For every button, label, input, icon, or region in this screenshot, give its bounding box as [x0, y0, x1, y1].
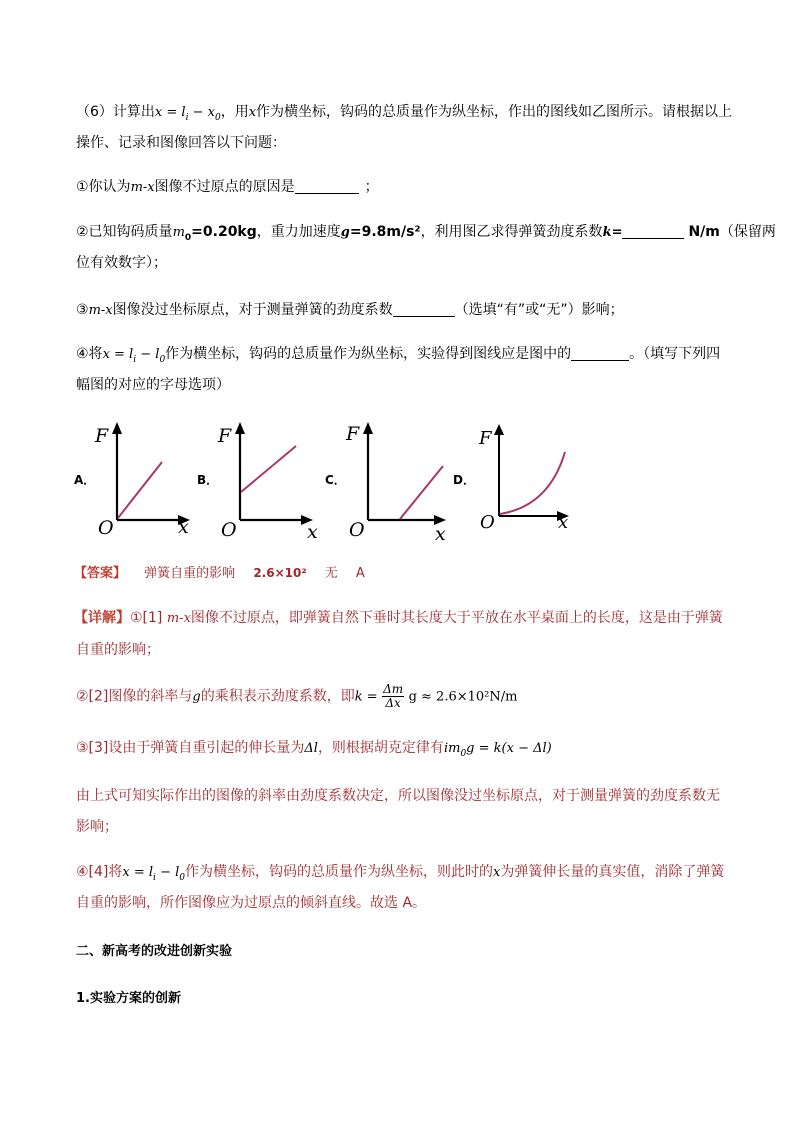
explain-p5-formula2: − l — [155, 865, 180, 880]
explain-p5-text2: 作为横坐标，钩码的总质量作为纵坐标，则此时的 — [185, 864, 493, 880]
explain-p2-text: ②[2]图像的斜率与 — [76, 688, 193, 705]
graph-d-x: x — [558, 512, 569, 533]
q6-line2: 操作、记录和图像回答以下问题： — [76, 135, 286, 151]
item4-blank[interactable] — [571, 346, 629, 361]
answer-3: 无 — [324, 566, 338, 581]
item2-k: k= — [602, 225, 623, 240]
item3-blank[interactable] — [393, 302, 455, 317]
explain-p1-line2: 自重的影响； — [76, 642, 160, 658]
option-d-label[interactable]: D． — [453, 473, 475, 487]
explain-p2-result: g ≈ 2.6×10²N/m — [408, 689, 518, 705]
option-c-label[interactable]: C． — [325, 473, 346, 487]
option-b-label[interactable]: B． — [197, 473, 219, 487]
explain-p5-sub2: 0 — [179, 872, 185, 883]
explain-p5-sub: i — [153, 872, 156, 883]
item-1 — [76, 177, 379, 198]
explain-p2-g: g — [192, 689, 201, 705]
explain-p2 — [76, 683, 517, 710]
explain-p2-k: k = — [354, 689, 378, 705]
explain-p3-formula: g = k(x − Δl) — [466, 741, 552, 756]
item3-tail: （选填“有”或“无”）影响； — [454, 302, 624, 318]
graph-a-F: F — [95, 425, 109, 447]
graph-a — [92, 418, 202, 543]
item4-prefix: ④将 — [76, 346, 103, 362]
explain-p3-dl: Δl — [304, 741, 318, 756]
q6-formula2: − x — [188, 105, 215, 120]
item2-line2: 位有效数字）； — [76, 255, 167, 271]
item2-g: g — [340, 225, 350, 240]
item2-rest: ，利用图乙求得弹簧劲度系数 — [420, 224, 603, 240]
q6-prefix: （6）计算出 — [76, 104, 155, 120]
item2-tail: （保留两 — [719, 224, 776, 240]
q6-mid: ，用 — [220, 104, 249, 120]
q6-x: x — [248, 105, 257, 120]
answer-line — [74, 563, 365, 584]
item2-unit: N/m — [688, 224, 720, 240]
q6-line1 — [76, 102, 732, 128]
fraction-num: Δm — [383, 682, 404, 696]
explain-p2-fraction — [382, 683, 404, 710]
graph-b-x: x — [307, 521, 318, 543]
explain-tag: 【详解】 — [74, 610, 130, 626]
graph-d — [474, 418, 584, 543]
q6-formula: x = l — [154, 105, 186, 120]
explain-p4-line2: 影响； — [76, 819, 118, 835]
section-2-heading: 二、新高考的改进创新实验 — [76, 944, 233, 959]
item1-end: ； — [364, 179, 379, 195]
explain-p3-m-sub: 0 — [460, 748, 467, 759]
item2-blank[interactable] — [622, 224, 684, 239]
q6-rest: 作为横坐标，钩码的总质量作为纵坐标，作出的图线如乙图所示。请根据以上 — [256, 104, 733, 120]
explain-p3-m: m — [448, 741, 461, 756]
q6-formula-sub: i — [185, 112, 189, 123]
explain-p1 — [74, 608, 723, 629]
item2-prefix: ②已知钩码质量 — [76, 224, 173, 240]
item1-text: 图像不过原点的原因是 — [154, 179, 295, 195]
item2-mid: ，重力加速度 — [256, 224, 341, 240]
graph-d-curve — [500, 452, 565, 514]
item4-text: 作为横坐标，钩码的总质量作为纵坐标，实验得到图线应是图中的 — [165, 346, 572, 362]
item4-sub2: 0 — [159, 354, 166, 365]
item1-blank[interactable] — [295, 179, 359, 194]
explain-p1-var: m-x — [166, 611, 191, 626]
item-3 — [76, 300, 624, 321]
answer-4: A — [355, 566, 365, 581]
graph-b-F: F — [218, 425, 232, 447]
answer-2: 2.6×10² — [253, 566, 307, 580]
graph-c-y-arrow — [363, 422, 373, 434]
answer-1: 弹簧自重的影响 — [144, 566, 236, 581]
item2-g-value: =9.8m/s² — [349, 224, 421, 240]
graph-d-O: O — [480, 512, 495, 533]
graph-b-O: O — [221, 519, 237, 541]
item-2 — [76, 222, 776, 248]
graph-c-line — [400, 466, 443, 519]
item3-prefix: ③ — [76, 302, 89, 318]
fraction-den: Δx — [385, 696, 401, 710]
explain-p2-text2: 的乘积表示劲度系数，即 — [200, 688, 355, 705]
item3-var: m-x — [88, 303, 113, 318]
item4-formula2: − l — [136, 347, 160, 362]
graph-c-F: F — [346, 423, 360, 445]
graph-d-F: F — [479, 428, 492, 449]
explain-p3-text2: ，则根据胡克定律有 — [317, 740, 444, 756]
graph-b-y-arrow — [235, 422, 245, 434]
explain-p3 — [76, 738, 552, 764]
item4-tail: 。（填写下列四 — [629, 346, 721, 362]
graph-a-x: x — [178, 516, 189, 538]
graph-a-y-arrow — [112, 422, 122, 434]
graph-c-x: x — [435, 523, 446, 543]
explain-p1-text: 图像不过原点，即弹簧自然下垂时其长度大于平放在水平桌面上的长度，这是由于弹簧 — [190, 610, 723, 626]
explain-p5-x: x — [493, 865, 501, 880]
graph-a-O: O — [98, 517, 114, 539]
graph-a-line — [118, 462, 162, 518]
graph-c-O: O — [349, 519, 365, 541]
item1-var: m-x — [130, 180, 155, 195]
item2-mass: =0.20kg — [191, 224, 257, 240]
option-a-label[interactable]: A． — [74, 473, 96, 487]
explain-p5-line2: 自重的影响，所作图像应为过原点的倾斜直线。故选 A。 — [76, 895, 427, 911]
explain-p1-num: ①[1] — [130, 610, 167, 626]
item4-line2: 幅图的对应的字母选项） — [76, 377, 230, 393]
item-4 — [76, 344, 720, 370]
graph-c — [343, 418, 458, 543]
graph-d-y-arrow — [494, 424, 504, 435]
item4-sub: i — [133, 354, 137, 365]
graph-b-line — [241, 446, 296, 492]
item1-prefix: ①你认为 — [76, 179, 131, 195]
explain-p5-text: ④[4]将 — [76, 864, 123, 880]
item2-m0-sub: 0 — [184, 232, 192, 243]
answer-tag: 【答案】 — [74, 566, 127, 581]
section-2-1-heading: 1.实验方案的创新 — [76, 991, 181, 1006]
item3-text: 图像没过坐标原点，对于测量弹簧的劲度系数 — [112, 302, 393, 318]
explain-p3-pre: i — [443, 741, 449, 756]
item2-m0: m — [172, 225, 185, 240]
graph-b — [215, 418, 325, 543]
explain-p5-formula: x = l — [122, 865, 154, 880]
explain-p3-text: ③[3]设由于弹簧自重引起的伸长量为 — [76, 740, 305, 756]
explain-p5 — [76, 862, 724, 888]
q6-formula-sub2: 0 — [214, 112, 221, 123]
explain-p5-text3: 为弹簧伸长量的真实值，消除了弹簧 — [500, 864, 725, 880]
item4-formula: x = l — [102, 347, 134, 362]
explain-p4: 由上式可知实际作出的图像的斜率由劲度系数决定，所以图像没过坐标原点，对于测量弹簧的劲度系数无 — [76, 788, 720, 804]
